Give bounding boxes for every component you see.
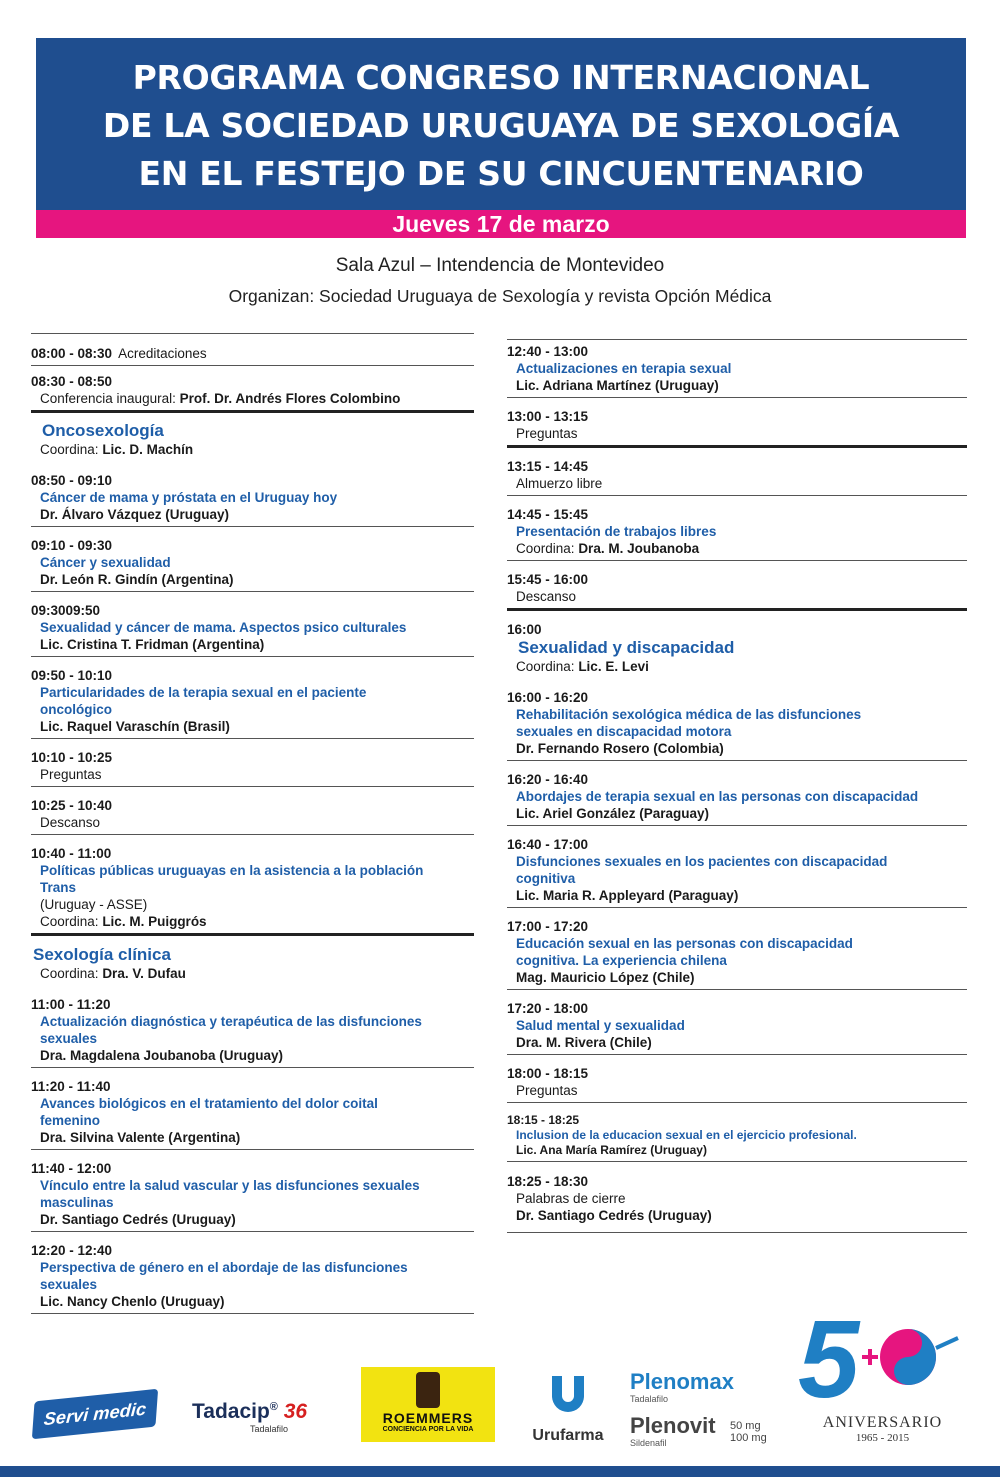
schedule-right-column bbox=[507, 339, 967, 1233]
schedule-item bbox=[507, 448, 967, 496]
talk-title-line-2: femenino bbox=[40, 1113, 101, 1128]
anniversary-years: 1965 - 2015 bbox=[855, 1432, 910, 1444]
roemmers-logo bbox=[361, 1367, 495, 1442]
schedule-item bbox=[31, 1232, 474, 1314]
time: 15:45 - 16:00 bbox=[507, 572, 589, 587]
speaker: Lic. Ana María Ramírez (Uruguay) bbox=[516, 1143, 707, 1157]
schedule-item bbox=[31, 527, 474, 592]
svg-text:5: 5 bbox=[798, 1302, 860, 1407]
time: 08:30 - 08:50 bbox=[31, 374, 113, 389]
label: Preguntas bbox=[40, 767, 102, 782]
label: Preguntas bbox=[516, 426, 578, 441]
coord-name: Dra. V. Dufau bbox=[102, 966, 186, 981]
coord-label: Coordina: bbox=[40, 914, 99, 929]
label: Descanso bbox=[40, 815, 101, 830]
time: 09:3009:50 bbox=[31, 603, 101, 618]
tadacip-logo: Tadacip® 36 Tadalafilo bbox=[192, 1400, 342, 1440]
schedule-item bbox=[31, 787, 474, 835]
plenomax-plenovit-logo bbox=[630, 1370, 780, 1450]
talk-title-line-1: Avances biológicos en el tratamiento del dolor coital bbox=[40, 1096, 378, 1111]
bottom-bar bbox=[0, 1466, 1000, 1477]
talk-title-line-1: Perspectiva de género en el abordaje de las disfunciones bbox=[40, 1260, 408, 1275]
schedule-item bbox=[31, 366, 474, 413]
time: 13:00 - 13:15 bbox=[507, 409, 589, 424]
talk-title-line-2: oncológico bbox=[40, 702, 112, 717]
time: 10:25 - 10:40 bbox=[31, 798, 113, 813]
section-header bbox=[507, 611, 967, 678]
time: 12:20 - 12:40 bbox=[31, 1243, 113, 1258]
schedule-item bbox=[31, 592, 474, 657]
talk-title: Inclusion de la educacion sexual en el ejercicio profesional. bbox=[516, 1128, 857, 1142]
schedule-item bbox=[31, 1150, 474, 1232]
coord-label: Coordina: bbox=[516, 659, 575, 674]
time: 08:00 - 08:30 bbox=[31, 346, 113, 361]
schedule-left-column bbox=[31, 333, 474, 1314]
section-title: Oncosexología bbox=[42, 421, 164, 440]
time: 09:50 - 10:10 bbox=[31, 668, 113, 683]
speaker: Lic. Adriana Martínez (Uruguay) bbox=[516, 378, 719, 393]
coordinator bbox=[31, 965, 474, 982]
schedule-item bbox=[31, 461, 474, 527]
time: 11:20 - 11:40 bbox=[31, 1079, 111, 1094]
time: 12:40 - 13:00 bbox=[507, 344, 589, 359]
talk-title-line-2: cognitiva bbox=[516, 871, 576, 886]
schedule-item bbox=[31, 985, 474, 1068]
talk-title: Cáncer y sexualidad bbox=[40, 555, 171, 570]
speaker: Dra. Silvina Valente (Argentina) bbox=[40, 1130, 241, 1145]
label: Almuerzo libre bbox=[516, 476, 603, 491]
schedule-item bbox=[507, 908, 967, 990]
talk-title-line-1: Rehabilitación sexológica médica de las disfunciones bbox=[516, 707, 862, 722]
time: 13:15 - 14:45 bbox=[507, 459, 589, 474]
plenomax-sub: Tadalafilo bbox=[630, 1394, 669, 1404]
plenomax-name: Plenomax bbox=[630, 1369, 734, 1394]
coord-name: Lic. D. Machín bbox=[102, 442, 194, 457]
coord-name: Dra. M. Joubanoba bbox=[578, 541, 700, 556]
speaker: Lic. Ariel González (Paraguay) bbox=[516, 806, 710, 821]
anniversary-logo bbox=[790, 1302, 975, 1452]
time: 16:00 - 16:20 bbox=[507, 690, 589, 705]
talk-title-line-1: Particularidades de la terapia sexual en el paciente bbox=[40, 685, 367, 700]
schedule-item bbox=[507, 1162, 967, 1233]
talk-title: Abordajes de terapia sexual en las personas con discapacidad bbox=[516, 789, 919, 804]
organizers-text: Organizan: Sociedad Uruguaya de Sexología y revista Opción Médica bbox=[228, 286, 772, 306]
label bbox=[31, 390, 474, 407]
coordinator bbox=[31, 441, 474, 458]
schedule-item bbox=[507, 1055, 967, 1103]
coordinator bbox=[31, 913, 474, 930]
title-banner bbox=[36, 38, 966, 210]
coordinator bbox=[507, 658, 967, 675]
talk-title: Actualizaciones en terapia sexual bbox=[516, 361, 732, 376]
plenovit-dose-2: 100 mg bbox=[730, 1432, 767, 1444]
talk-title: Sexualidad y cáncer de mama. Aspectos psico culturales bbox=[40, 620, 407, 635]
plenovit-doses bbox=[730, 1420, 767, 1444]
title-line-1: PROGRAMA CONGRESO INTERNACIONAL bbox=[132, 58, 870, 97]
label: Descanso bbox=[516, 589, 577, 604]
section-title: Sexualidad y discapacidad bbox=[518, 638, 735, 657]
coord-label: Coordina: bbox=[40, 442, 99, 457]
title-line-2: DE LA SOCIEDAD URUGUAYA DE SEXOLOGÍA bbox=[102, 106, 900, 145]
time: 14:45 - 15:45 bbox=[507, 507, 589, 522]
roemmers-tagline: CONCIENCIA POR LA VIDA bbox=[382, 1426, 474, 1433]
schedule-item bbox=[31, 835, 474, 936]
talk-title-line-1: Políticas públicas uruguayas en la asistencia a la población bbox=[40, 863, 424, 878]
coord-name: Lic. E. Levi bbox=[578, 659, 649, 674]
speaker: Mag. Mauricio López (Chile) bbox=[516, 970, 695, 985]
time: 11:40 - 12:00 bbox=[31, 1161, 112, 1176]
time: 16:20 - 16:40 bbox=[507, 772, 589, 787]
roemmers-name: ROEMMERS bbox=[382, 1410, 474, 1426]
roemmers-emblem-icon bbox=[416, 1372, 440, 1408]
tadacip-sub: Tadalafilo bbox=[250, 1424, 289, 1434]
schedule-item bbox=[31, 1068, 474, 1150]
speaker: Dr. León R. Gindín (Argentina) bbox=[40, 572, 234, 587]
time: 11:00 - 11:20 bbox=[31, 997, 111, 1012]
time: 18:25 - 18:30 bbox=[507, 1174, 589, 1189]
section-title: Sexología clínica bbox=[33, 945, 171, 964]
date-banner: Jueves 17 de marzo bbox=[36, 210, 966, 238]
talk-title-line-2: sexuales en discapacidad motora bbox=[516, 724, 732, 739]
talk-title-line-2: cognitiva. La experiencia chilena bbox=[516, 953, 727, 968]
speaker: Lic. Maria R. Appleyard (Paraguay) bbox=[516, 888, 739, 903]
coordinator bbox=[507, 540, 967, 557]
speaker: Lic. Cristina T. Fridman (Argentina) bbox=[40, 637, 265, 652]
talk-title-line-1: Vínculo entre la salud vascular y las disfunciones sexuales bbox=[40, 1178, 420, 1193]
plenovit-name: Plenovit bbox=[630, 1413, 716, 1438]
schedule-item bbox=[507, 761, 967, 826]
coord-label: Coordina: bbox=[516, 541, 575, 556]
speaker: Prof. Dr. Andrés Flores Colombino bbox=[179, 391, 401, 406]
schedule-item bbox=[507, 826, 967, 908]
servimedic-logo: Servi medic bbox=[32, 1389, 158, 1440]
label: Palabras de cierre bbox=[516, 1191, 626, 1206]
coord-label: Coordina: bbox=[40, 966, 99, 981]
time: 16:40 - 17:00 bbox=[507, 837, 589, 852]
schedule-item bbox=[507, 990, 967, 1055]
schedule-item bbox=[507, 398, 967, 448]
section-header bbox=[31, 413, 474, 461]
schedule-item bbox=[507, 496, 967, 561]
speaker: Dr. Fernando Rosero (Colombia) bbox=[516, 741, 724, 756]
speaker: Lic. Raquel Varaschín (Brasil) bbox=[40, 719, 230, 734]
tadacip-name: Tadacip bbox=[192, 1400, 270, 1423]
talk-title: Cáncer de mama y próstata en el Uruguay hoy bbox=[40, 490, 338, 505]
time: 08:50 - 09:10 bbox=[31, 473, 113, 488]
talk-title: Salud mental y sexualidad bbox=[516, 1018, 685, 1033]
time: 10:40 - 11:00 bbox=[31, 846, 112, 861]
plenovit-dose-1: 50 mg bbox=[730, 1420, 761, 1432]
urufarma-logo bbox=[525, 1372, 611, 1450]
talk-title-line-1: Disfunciones sexuales en los pacientes con discapacidad bbox=[516, 854, 888, 869]
urufarma-name: Urufarma bbox=[532, 1427, 604, 1444]
speaker: Dr. Santiago Cedrés (Uruguay) bbox=[40, 1212, 236, 1227]
anniversary-50-emblem-icon bbox=[790, 1302, 975, 1407]
time: 18:15 - 18:25 bbox=[507, 1113, 580, 1127]
speaker: Lic. Nancy Chenlo (Uruguay) bbox=[40, 1294, 225, 1309]
sponsor-logos bbox=[0, 1302, 1000, 1450]
venue-text: Sala Azul – Intendencia de Montevideo bbox=[335, 255, 665, 276]
tadacip-36: 36 bbox=[283, 1400, 308, 1423]
title-line-3: EN EL FESTEJO DE SU CINCUENTENARIO bbox=[138, 154, 864, 193]
talk-title-line-2: sexuales bbox=[40, 1277, 98, 1292]
schedule-item bbox=[507, 339, 967, 398]
talk-title: Presentación de trabajos libres bbox=[516, 524, 717, 539]
talk-title-line-2: masculinas bbox=[40, 1195, 114, 1210]
time: 16:00 bbox=[507, 622, 542, 637]
schedule-item bbox=[507, 1103, 967, 1162]
label: (Uruguay - ASSE) bbox=[40, 897, 148, 912]
anniversary-word: ANIVERSARIO bbox=[822, 1414, 943, 1431]
speaker: Dra. Magdalena Joubanoba (Uruguay) bbox=[40, 1048, 284, 1063]
time: 17:20 - 18:00 bbox=[507, 1001, 589, 1016]
speaker: Dr. Álvaro Vázquez (Uruguay) bbox=[40, 507, 230, 522]
talk-title-line-1: Educación sexual en las personas con discapacidad bbox=[516, 936, 853, 951]
schedule-item bbox=[507, 678, 967, 761]
label: Preguntas bbox=[516, 1083, 578, 1098]
label-text: Conferencia inaugural: bbox=[40, 391, 176, 406]
talk-title-line-1: Actualización diagnóstica y terapéutica de las disfunciones bbox=[40, 1014, 422, 1029]
time: 09:10 - 09:30 bbox=[31, 538, 113, 553]
label: Acreditaciones bbox=[118, 346, 207, 361]
time: 10:10 - 10:25 bbox=[31, 750, 113, 765]
schedule-item bbox=[507, 561, 967, 611]
urufarma-mark-icon bbox=[546, 1372, 590, 1416]
plenovit-sub: Sildenafil bbox=[630, 1438, 667, 1448]
time: 17:00 - 17:20 bbox=[507, 919, 589, 934]
section-header bbox=[31, 936, 474, 985]
schedule-item bbox=[31, 657, 474, 739]
talk-title-line-2: Trans bbox=[40, 880, 77, 895]
schedule-item bbox=[31, 333, 474, 366]
speaker: Dra. M. Rivera (Chile) bbox=[516, 1035, 652, 1050]
time: 18:00 - 18:15 bbox=[507, 1066, 589, 1081]
schedule-item bbox=[31, 739, 474, 787]
coord-name: Lic. M. Puiggrós bbox=[102, 914, 207, 929]
talk-title-line-2: sexuales bbox=[40, 1031, 98, 1046]
speaker: Dr. Santiago Cedrés (Uruguay) bbox=[516, 1208, 712, 1223]
